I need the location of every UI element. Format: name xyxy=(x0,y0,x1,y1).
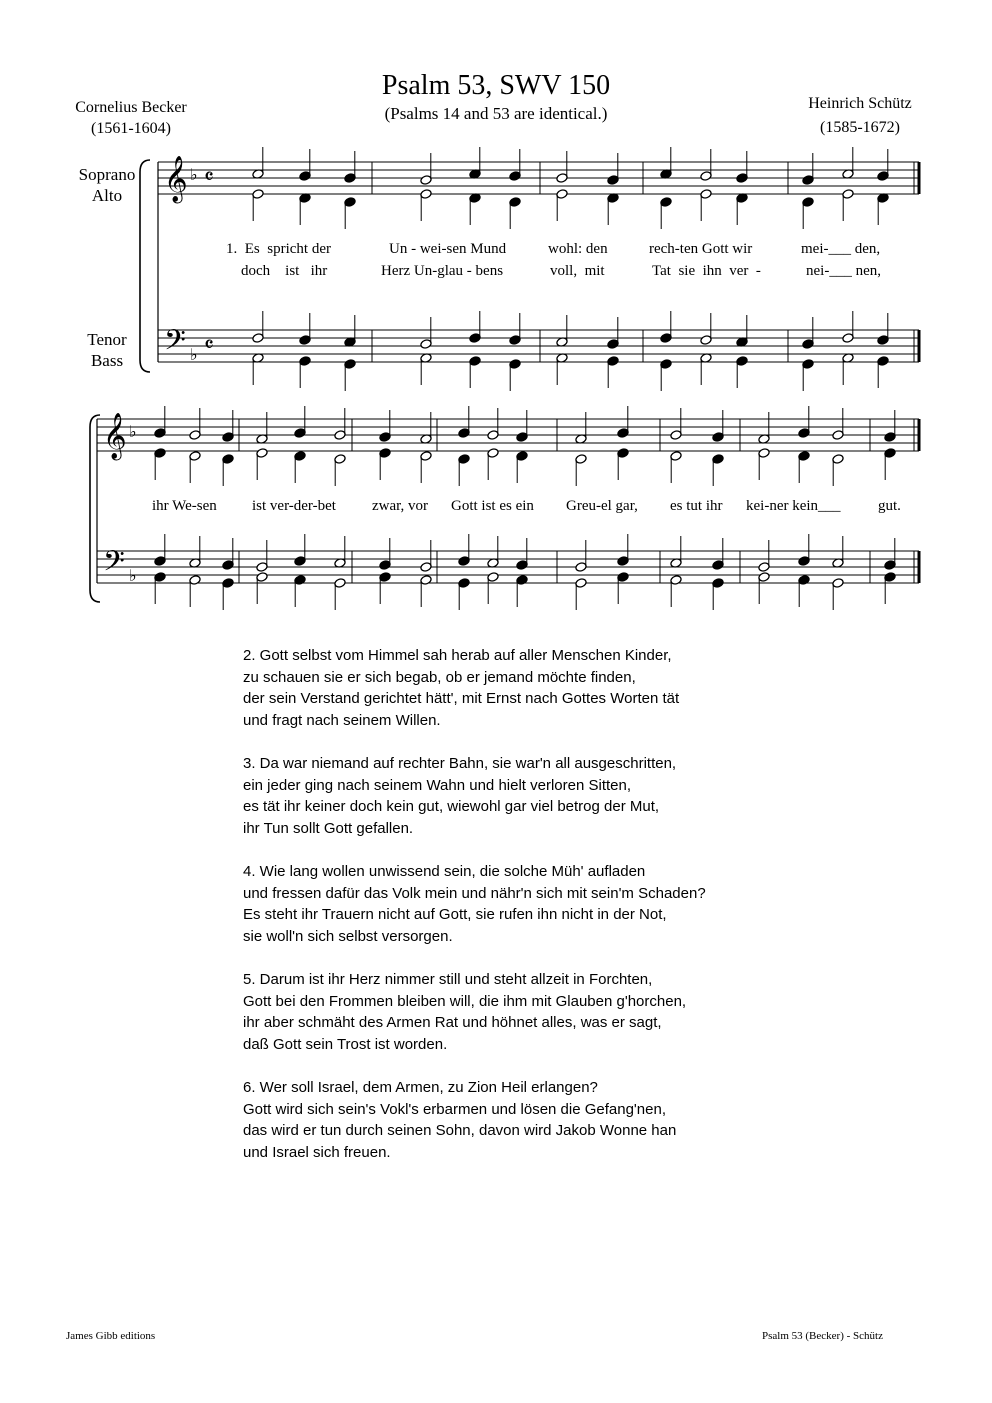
lyric-s1-l2-m5: nei-___ nen, xyxy=(806,263,881,279)
stanza-line: 5. Darum ist ihr Herz nimmer still und steht allzeit in Forchten, xyxy=(243,971,653,988)
footer-piece-name: Psalm 53 (Becker) - Schütz xyxy=(762,1330,883,1342)
stanza-line: und fragt nach seinem Willen. xyxy=(243,711,441,729)
treble-clef-icon: 𝄞 xyxy=(103,413,127,459)
lyric-s1-l1-m2: Un - wei-sen Mund xyxy=(389,241,507,257)
common-time-icon: 𝄴 xyxy=(204,333,214,358)
lyric-s1-l1-m1: 1. Es spricht der xyxy=(226,241,331,257)
common-time-icon: 𝄴 xyxy=(204,165,214,190)
bass-clef-icon: 𝄢 xyxy=(103,545,125,585)
page-subtitle: (Psalms 14 and 53 are identical.) xyxy=(384,104,608,123)
lyric-s1-l1-m4: rech-ten Gott wir xyxy=(649,241,753,257)
lyric-s2-m1: ihr We-sen xyxy=(152,498,217,514)
stanza-line: ihr aber schmäht des Armen Rat und höhnet alles, was er sagt, xyxy=(243,1014,662,1031)
stanza-line: zu schauen sie er sich begab, ob er jemand möchte finden, xyxy=(243,668,636,686)
stanza-line: es tät ihr keiner doch kein gut, wiewohl gar viel betrog der Mut, xyxy=(243,798,660,815)
stanza-line: 3. Da war niemand auf rechter Bahn, sie war'n all ausgeschritten, xyxy=(243,755,677,772)
bass-label: Bass xyxy=(90,351,124,370)
bass-clef-icon: 𝄢 xyxy=(164,324,186,364)
alto-label: Alto xyxy=(91,186,123,205)
lyric-s2-m4: Gott ist es ein xyxy=(451,498,534,514)
stanza-line: das wird er tun durch seinen Sohn, davon wird Jakob Wonne han xyxy=(243,1122,677,1139)
stanza-3 xyxy=(243,753,863,839)
lyric-s2-m7: kei-ner kein___ xyxy=(746,498,841,514)
treble-clef-icon: 𝄞 xyxy=(164,156,188,202)
stanza-line: ihr Tun sollt Gott gefallen. xyxy=(243,819,414,837)
lyric-s1-l2-m2: Herz Un-glau - bens xyxy=(381,263,504,279)
system-bracket xyxy=(140,160,150,372)
stanza-4 xyxy=(243,861,863,947)
flat-icon: ♭ xyxy=(129,566,137,585)
music-score xyxy=(0,0,992,640)
poet-name: Cornelius Becker xyxy=(75,99,187,116)
stanza-line: Gott wird sich sein's Vokl's erbarmen und lösen die Gefang'nen, xyxy=(243,1100,666,1118)
footer-publisher: James Gibb editions xyxy=(66,1330,156,1342)
lyric-s2-m2: ist ver-der-bet xyxy=(252,498,336,514)
lyric-s2-m6: es tut ihr xyxy=(670,498,723,514)
lyric-s2-m5: Greu-el gar, xyxy=(566,498,638,514)
lyric-s1-l2-m3: voll, mit xyxy=(550,263,605,279)
lyric-s2-m3: zwar, vor xyxy=(372,498,429,514)
poet-dates: (1561-1604) xyxy=(91,120,171,137)
composer-name: Heinrich Schütz xyxy=(808,95,912,112)
tenor-label: Tenor xyxy=(87,330,127,349)
stanza-5 xyxy=(243,969,863,1055)
stanza-line: ein jeder ging nach seinem Wahn und hielt verloren Sitten, xyxy=(243,776,632,794)
lyric-s2-m8: gut. xyxy=(878,498,901,514)
stanza-6 xyxy=(243,1077,863,1163)
stanza-line: Es steht ihr Trauern nicht auf Gott, sie rufen ihn nicht in der Not, xyxy=(243,906,667,923)
stanza-line: Gott bei den Frommen bleiben will, die ihm mit Glauben g'horchen, xyxy=(243,992,687,1010)
stanza-line: 6. Wer soll Israel, dem Armen, zu Zion Heil erlangen? xyxy=(243,1079,598,1096)
composer-dates: (1585-1672) xyxy=(820,119,900,136)
lyric-s1-l2-m1: doch ist ihr xyxy=(241,263,328,279)
flat-icon: ♭ xyxy=(190,345,198,364)
flat-icon: ♭ xyxy=(129,422,137,441)
stanza-2 xyxy=(243,645,863,731)
stanza-line: 4. Wie lang wollen unwissend sein, die solche Müh' aufladen xyxy=(243,863,646,880)
stanza-line: daß Gott sein Trost ist worden. xyxy=(243,1035,448,1053)
stanza-line: sie woll'n sich selbst versorgen. xyxy=(243,927,453,945)
stanza-text-block xyxy=(243,645,863,1185)
soprano-label: Soprano xyxy=(78,165,136,184)
page-title: Psalm 53, SWV 150 xyxy=(381,70,611,101)
lyric-s1-l2-m4: Tat sie ihn ver - xyxy=(652,263,761,279)
stanza-line: der sein Verstand gerichtet hätt', mit Ernst nach Gottes Worten tät xyxy=(243,690,680,707)
flat-icon: ♭ xyxy=(190,165,198,184)
lyric-s1-l1-m5: mei-___ den, xyxy=(801,241,881,257)
stanza-line: und fressen dafür das Volk mein und nähr'n sich mit sein'm Schaden? xyxy=(243,884,706,902)
lyric-s1-l1-m3: wohl: den xyxy=(548,241,608,257)
stanza-line: und Israel sich freuen. xyxy=(243,1143,391,1161)
stanza-line: 2. Gott selbst vom Himmel sah herab auf aller Menschen Kinder, xyxy=(243,647,672,664)
